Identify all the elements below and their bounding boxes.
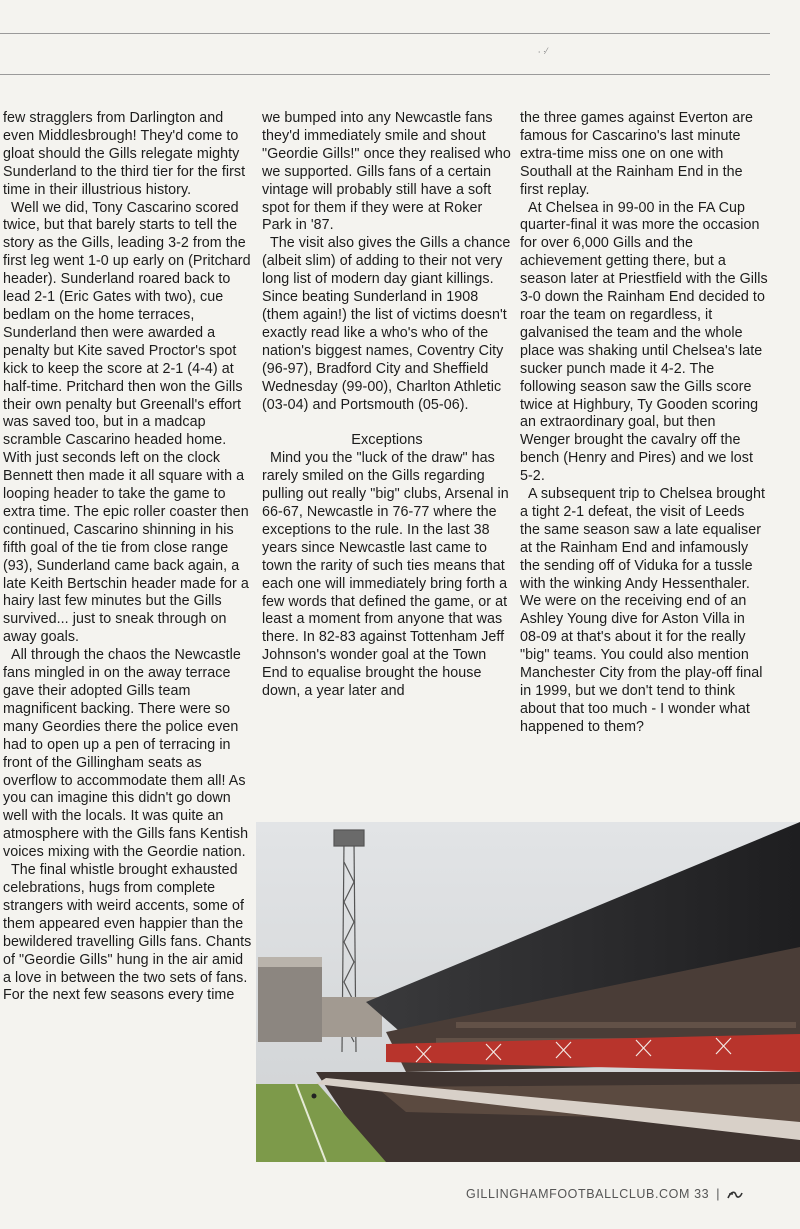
paragraph: A subsequent trip to Chelsea brought a tight 2-1 defeat, the visit of Leeds the same season saw a late equaliser at the Rainham End and infamously the sending off of Viduka for a tussle with the winking Andy Hessenthaler. We were on the receiving end of an Ashley Young dive for Aston Villa in 08-09 at that's about it for the really "big" teams. You could also mention Manchester City from the play-off final in 1999, but we don't tend to think about that too much - I wonder what happened to them? (520, 486, 766, 735)
page-footer (466, 1187, 743, 1201)
end-stand (258, 962, 322, 1042)
paragraph: Mind you the "luck of the draw" has rarely smiled on the Gills regarding pulling out really "big" clubs, Arsenal in 66-67, Newcastle in 76-77 where the exceptions to the rule. In the last 38 years since Newcastle last came to town the rarity of such ties means that each one will immediately bring forth a few words that defined the game, or at least a moment from anyone that was there. In 82-83 against Tottenham Jeff Johnson's wonder goal at the Town End to equalise brought the house down, a year later and (262, 450, 509, 700)
paragraph: we bumped into any Newcastle fans they'd immediately smile and shout "Geordie Gills!" once they realised who we supported. Gills fans of a certain vintage will probably still have a soft spot for them if they were at Roker Park in '87. (262, 110, 511, 234)
article-column-3 (520, 110, 768, 737)
print-speck: ⸳ ·⁄ (538, 46, 548, 56)
paragraph: The final whistle brought exhausted celebrations, hugs from complete strangers with weird accents, some of them appeared even happier than the bewildered travelling Gills fans. Chants of "Geordie Gills" hung in the air amid a love in between the two sets of fans. For the next few seasons every time (3, 862, 252, 1004)
stadium-photo (256, 822, 800, 1162)
paragraph: the three games against Everton are famous for Cascarino's last minute extra-time miss one on one with Southall at the Rainham End in the first replay. (520, 110, 754, 198)
paragraph: few stragglers from Darlington and even Middlesbrough! They'd come to gloat should the Gills relegate mighty Sunderland to the third tier for the first time in their illustrious history. (3, 110, 246, 198)
article-column-2 (262, 110, 512, 701)
header-rule (0, 33, 770, 34)
paragraph: All through the chaos the Newcastle fans mingled in on the away terrace gave their adopted Gills team magnificent backing. There were so many Geordies there the police even had to open up a pen of terracing in front of the Gillingham seats as overflow to accommodate them all! As you can imagine this didn't go down well with the locals. It was quite an atmosphere with the Gills fans Kentish voices mixing with the Geordie nation. (3, 647, 249, 861)
header-rule-lower (0, 74, 770, 75)
paragraph: The visit also gives the Gills a chance (albeit slim) of adding to their not very long list of modern day giant killings. Since beating Sunderland in 1908 (them again!) the list of victims doesn't exactly read like a who's who of the nation's biggest names, Coventry City (96-97), Bradford City and Sheffield Wednesday (99-00), Charlton Athletic (03-04) and Portsmouth (05-06). (262, 235, 511, 413)
stadium-illustration (256, 822, 800, 1162)
footer-page-number: 33 (694, 1187, 710, 1201)
article-column-1 (3, 110, 255, 1005)
section-subheading: Exceptions (351, 432, 423, 449)
footer-separator: | (716, 1187, 721, 1201)
footer-site: GILLINGHAMFOOTBALLCLUB.COM (466, 1187, 690, 1201)
paragraph: Well we did, Tony Cascarino scored twice, but that barely starts to tell the story as the Gills, leading 3-2 from the first leg went 1-0 up early on (Pritchard header). Sunderland roared back to lead 2-1 (Eric Gates with two), cue bedlam on the home terraces, Sunderland then were awarded a penalty but Kite saved Proctor's spot kick to keep the score at 2-1 (4-4) at half-time. Pritchard then won the Gills their own penalty but Greenall's effort was saved too, but in a madcap scramble Cascarino headed home. With just seconds left on the clock Bennett then made it all square with a looping header to take the game to extra time. The epic roller coaster then continued, Cascarino shinning in his fifth goal of the tie from close range (93), Sunderland came back again, a late Keith Bertschin header made for a hairy last few minutes but the Gills survived... just to sneak through on away goals. (3, 199, 251, 646)
paragraph: At Chelsea in 99-00 in the FA Cup quarter-final it was more the occasion for over 6,000 Gills and the achievement getting there, but a season later at Priestfield with the Gills 3-0 down the Rainham End decided to roar the team on regardless, it galvanised the team and the whole place was shaking until Chelsea's late sucker punch made it 4-2. The following season saw the Gills score twice at Highbury, Ty Gooden scoring an extraordinary goal, but then Wenger brought the cavalry off the bench (Henry and Pires) and we lost 5-2. (520, 199, 768, 485)
club-logo-icon (727, 1189, 743, 1201)
